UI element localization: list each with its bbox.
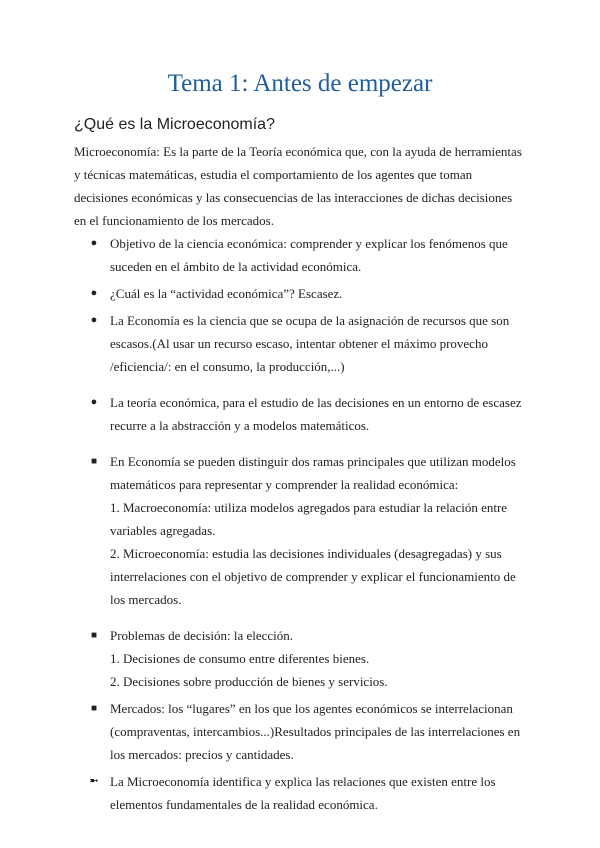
square-bullet-icon: ■ bbox=[90, 703, 98, 714]
list-item-text: Objetivo de la ciencia económica: comprender y explicar los fenómenos que suceden en el ámbito de la actividad económica. bbox=[110, 236, 508, 274]
list-item-text: ¿Cuál es la “actividad económica”? Escasez. bbox=[110, 286, 343, 301]
round-bullet-icon: ● bbox=[90, 237, 98, 249]
list-item bbox=[0, 391, 600, 437]
list-item-text: Mercados: los “lugares” en los que los agentes económicos se interrelacionan (compraventas, intercambios...)Resultados principales de las interrelaciones en los mercados: precios y cantidades. bbox=[110, 701, 521, 762]
round-bullet-icon: ● bbox=[90, 396, 98, 408]
round-bullet-icon: ● bbox=[90, 314, 98, 326]
list-item bbox=[0, 624, 600, 693]
square-bullet-icon: ■ bbox=[90, 630, 98, 641]
arrow-bullet-icon: ➼ bbox=[89, 775, 99, 787]
square-bullet-icon: ■ bbox=[90, 456, 98, 467]
list-item bbox=[0, 450, 600, 611]
list-item-text: En Economía se pueden distinguir dos ramas principales que utilizan modelos matemáticos para representar y comprender la realidad económica: bbox=[110, 454, 516, 492]
list-subitem: 2. Decisiones sobre producción de bienes y servicios. bbox=[110, 674, 388, 689]
list-item bbox=[0, 770, 600, 816]
intro-paragraph: Microeconomía: Es la parte de la Teoría económica que, con la ayuda de herramientas y técnicas matemáticas, estudia el comportamiento de los agentes que toman decisiones económicas y las consecuencias de las interacciones de dichas decisiones en el funcionamiento de los mercados. bbox=[74, 144, 522, 228]
list-subitem: 1. Macroeconomía: utiliza modelos agregados para estudiar la relación entre variables agregadas. bbox=[110, 500, 508, 538]
list-item-text: La Economía es la ciencia que se ocupa de la asignación de recursos que son escasos.(Al usar un recurso escaso, intentar obtener el máximo provecho /eficiencia/: en el consumo, la producción,...) bbox=[110, 313, 510, 374]
list-item bbox=[0, 282, 600, 305]
list-item-text: Problemas de decisión: la elección. bbox=[110, 628, 294, 643]
list-item-text: La Microeconomía identifica y explica las relaciones que existen entre los elementos fundamentales de la realidad económica. bbox=[110, 774, 496, 812]
list-item-text: La teoría económica, para el estudio de las decisiones en un entorno de escasez recurre a la abstracción y a modelos matemáticos. bbox=[110, 395, 522, 433]
list-subitem: 2. Microeconomía: estudia las decisiones individuales (desagregadas) y sus interrelaciones con el objetivo de comprender y explicar el funcionamiento de los mercados. bbox=[110, 546, 516, 607]
section-heading: ¿Qué es la Microeconomía? bbox=[74, 116, 275, 133]
bullet-list bbox=[0, 232, 600, 816]
round-bullet-icon: ● bbox=[90, 287, 98, 299]
list-item bbox=[0, 232, 600, 278]
list-item bbox=[0, 309, 600, 378]
list-item bbox=[0, 697, 600, 766]
page-title: Tema 1: Antes de empezar bbox=[167, 70, 433, 97]
list-subitem: 1. Decisiones de consumo entre diferentes bienes. bbox=[110, 651, 370, 666]
